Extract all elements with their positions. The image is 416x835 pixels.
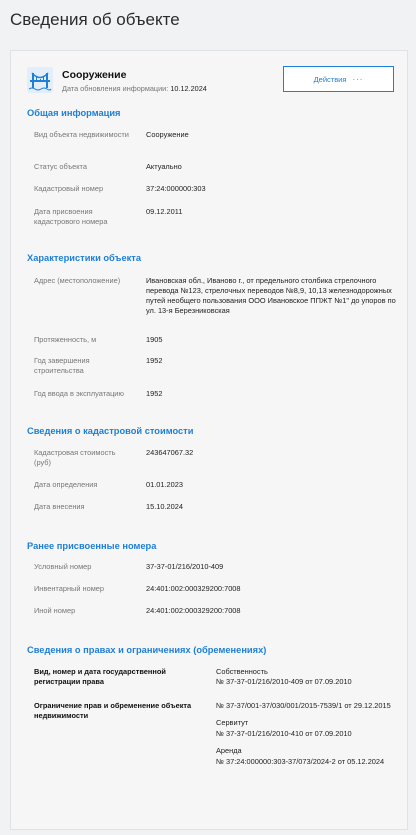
field-label: Условный номер bbox=[34, 562, 92, 571]
field-value: 37:24:000000:303 bbox=[146, 184, 206, 193]
field-value: Ивановская обл., Иваново г., от предельного столбика стрелочного перевода №123, стрелочных переводов №8,9, 10,13 железнодорожных путей необщего пользования ООО Ивановское ППЖТ №1" до упоров по ул. 13-я Березниковская bbox=[146, 276, 396, 315]
field-value: 15.10.2024 bbox=[146, 502, 183, 511]
restriction-value: Аренда bbox=[216, 746, 242, 756]
field-value: 09.12.2011 bbox=[146, 207, 183, 216]
field-label: Год завершения строительства bbox=[34, 356, 90, 375]
restriction-values bbox=[216, 701, 401, 767]
field-label: Вид объекта недвижимости bbox=[34, 130, 129, 139]
actions-button[interactable] bbox=[283, 66, 394, 92]
section-title-cadastral-value: Сведения о кадастровой стоимости bbox=[27, 426, 194, 436]
field-value: Актуально bbox=[146, 162, 182, 171]
right-value: № 37-37-01/216/2010-409 от 07.09.2010 bbox=[216, 677, 352, 687]
field-label: Дата определения bbox=[34, 480, 98, 489]
field-label: Кадастровая стоимость (руб) bbox=[34, 448, 116, 467]
update-label: Дата обновления информации: bbox=[62, 84, 169, 93]
field-label: Иной номер bbox=[34, 606, 76, 615]
field-label: Дата присвоения кадастрового номера bbox=[34, 207, 108, 226]
restriction-label: Ограничение прав и обременение объекта недвижимости bbox=[34, 701, 192, 721]
field-value: 243647067.32 bbox=[146, 448, 194, 457]
field-value: 24:401:002:000329200:7008 bbox=[146, 606, 241, 615]
update-info bbox=[62, 84, 207, 93]
bridge-icon bbox=[27, 67, 53, 93]
section-title-rights: Сведения о правах и ограничениях (обременениях) bbox=[27, 645, 267, 655]
restriction-value: № 37-37/001-37/030/001/2015-7539/1 от 29.12.2015 bbox=[216, 701, 391, 710]
field-value: 01.01.2023 bbox=[146, 480, 183, 489]
field-label: Адрес (местоположение) bbox=[34, 276, 121, 285]
restriction-value: № 37:24:000000:303-37/073/2024-2 от 05.12.2024 bbox=[216, 756, 385, 766]
field-label: Кадастровый номер bbox=[34, 184, 104, 193]
right-label: Вид, номер и дата государственной регистрации права bbox=[34, 667, 166, 687]
field-value: 37-37-01/216/2010-409 bbox=[146, 562, 224, 571]
object-name: Сооружение bbox=[62, 69, 127, 81]
field-label: Инвентарный номер bbox=[34, 584, 105, 593]
field-label: Год ввода в эксплуатацию bbox=[34, 389, 124, 398]
field-label: Дата внесения bbox=[34, 502, 85, 511]
object-card bbox=[10, 50, 408, 830]
section-title-characteristics: Характеристики объекта bbox=[27, 253, 142, 263]
section-title-general: Общая информация bbox=[27, 108, 121, 118]
field-value: 1905 bbox=[146, 335, 163, 344]
field-value: 1952 bbox=[146, 389, 163, 398]
field-value: 24:401:002:000329200:7008 bbox=[146, 584, 241, 593]
right-values bbox=[216, 667, 401, 688]
restriction-value: № 37-37-01/216/2010-410 от 07.09.2010 bbox=[216, 728, 352, 738]
page-title: Сведения об объекте bbox=[10, 10, 180, 29]
section-title-prev-numbers: Ранее присвоенные номера bbox=[27, 541, 157, 551]
field-label: Статус объекта bbox=[34, 162, 87, 171]
field-value: 1952 bbox=[146, 356, 163, 365]
more-icon: ··· bbox=[352, 74, 364, 84]
right-value: Собственность bbox=[216, 667, 268, 676]
field-value: Сооружение bbox=[146, 130, 189, 139]
actions-label: Действия bbox=[313, 74, 347, 84]
update-date: 10.12.2024 bbox=[170, 84, 207, 93]
restriction-value: Сервитут bbox=[216, 718, 249, 728]
field-label: Протяженность, м bbox=[34, 335, 97, 344]
